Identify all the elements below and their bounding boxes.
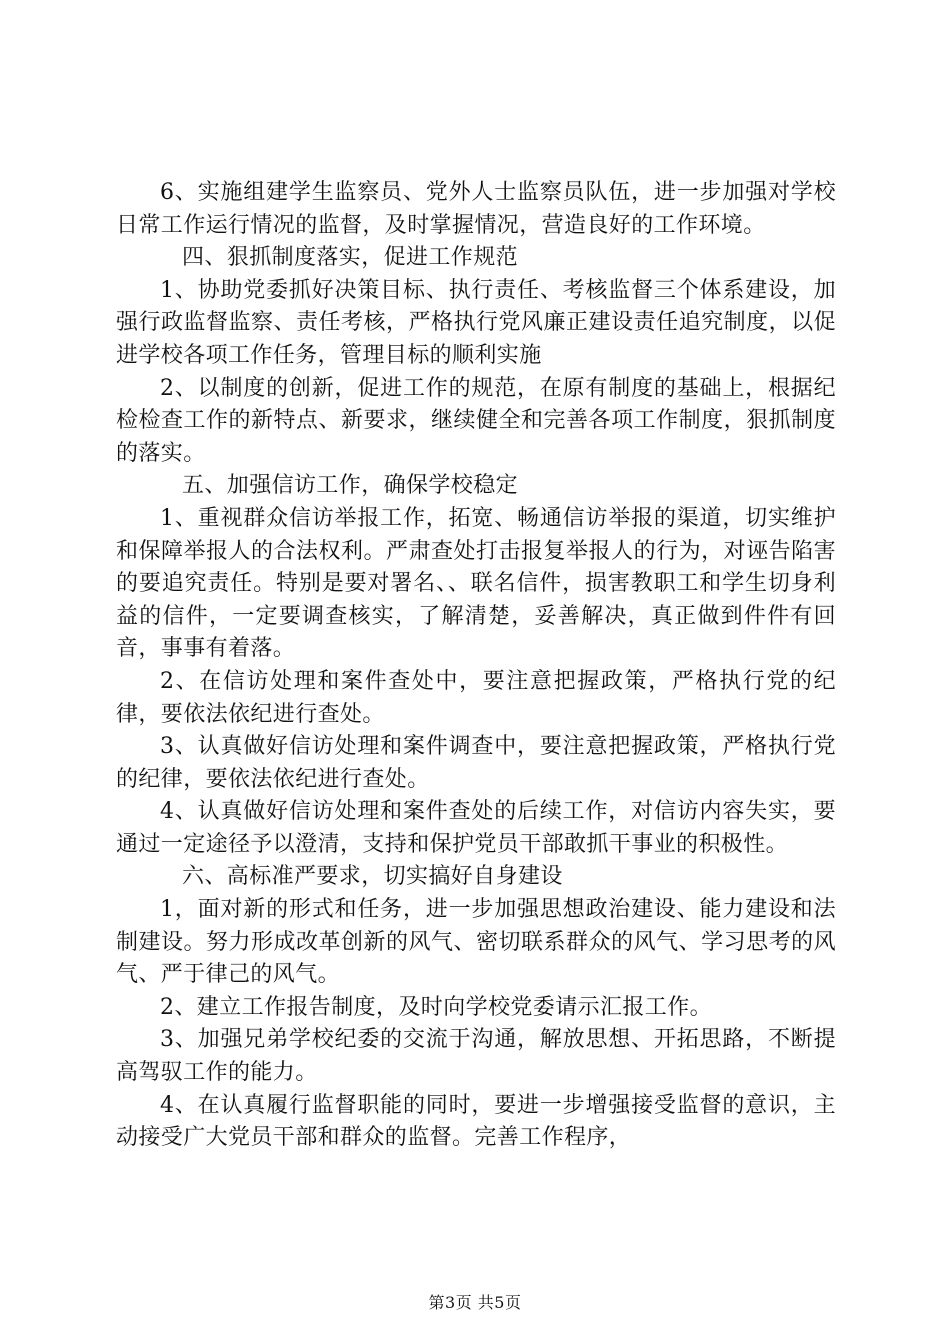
paragraph: 4、认真做好信访处理和案件查处的后续工作，对信访内容失实，要通过一定途径予以澄清，支持和保护党员干部敢抓干事业的积极性。 — [116, 799, 836, 857]
paragraph: 3、加强兄弟学校纪委的交流于沟通，解放思想、开拓思路，不断提高驾驭工作的能力。 — [116, 1027, 836, 1086]
paragraph: 1、重视群众信访举报工作，拓宽、畅通信访举报的渠道，切实维护和保障举报人的合法权利。严肃查处打击报复举报人的行为，对诬告陷害的要追究责任。特别是要对署名、、联名信件，损害教职工和学生切身利益的信件，一定要调查核实，了解清楚，妥善解决，真正做到件件有回音，事事有着落。 — [116, 505, 836, 662]
paragraph: 3、认真做好信访处理和案件调查中，要注意把握政策，严格执行党的纪律，要依法依纪进行查处。 — [116, 734, 836, 792]
section-heading: 五、加强信访工作，确保学校稳定 — [182, 473, 519, 499]
paragraph: 1、协助党委抓好决策目标、执行责任、考核监督三个体系建设，加强行政监督监察、责任考核，严格执行党风廉正建设责任追究制度，以促进学校各项工作任务，管理目标的顺利实施 — [116, 277, 836, 368]
paragraph: 4、在认真履行监督职能的同时，要进一步增强接受监督的意识，主动接受广大党员干部和群众的监督。完善工作程序， — [116, 1092, 836, 1151]
page-number-footer: 第3页 共5页 — [428, 1293, 522, 1312]
paragraph: 6、实施组建学生监察员、党外人士监察员队伍，进一步加强对学校日常工作运行情况的监督，及时掌握情况，营造良好的工作环境。 — [116, 180, 836, 238]
paragraph: 2、在信访处理和案件查处中，要注意把握政策，严格执行党的纪律，要依法依纪进行查处。 — [116, 668, 836, 727]
document-body — [116, 177, 836, 1155]
section-heading: 四、狠抓制度落实，促进工作规范 — [182, 245, 519, 271]
paragraph: 2、以制度的创新，促进工作的规范，在原有制度的基础上，根据纪检检查工作的新特点、新要求，继续健全和完善各项工作制度，狠抓制度的落实。 — [116, 375, 836, 466]
paragraph: 1，面对新的形式和任务，进一步加强思想政治建设、能力建设和法制建设。努力形成改革创新的风气、密切联系群众的风气、学习思考的风气、严于律己的风气。 — [116, 897, 836, 988]
section-heading: 六、高标准严要求，切实搞好自身建设 — [182, 864, 563, 890]
paragraph: 2、建立工作报告制度，及时向学校党委请示汇报工作。 — [160, 994, 712, 1020]
